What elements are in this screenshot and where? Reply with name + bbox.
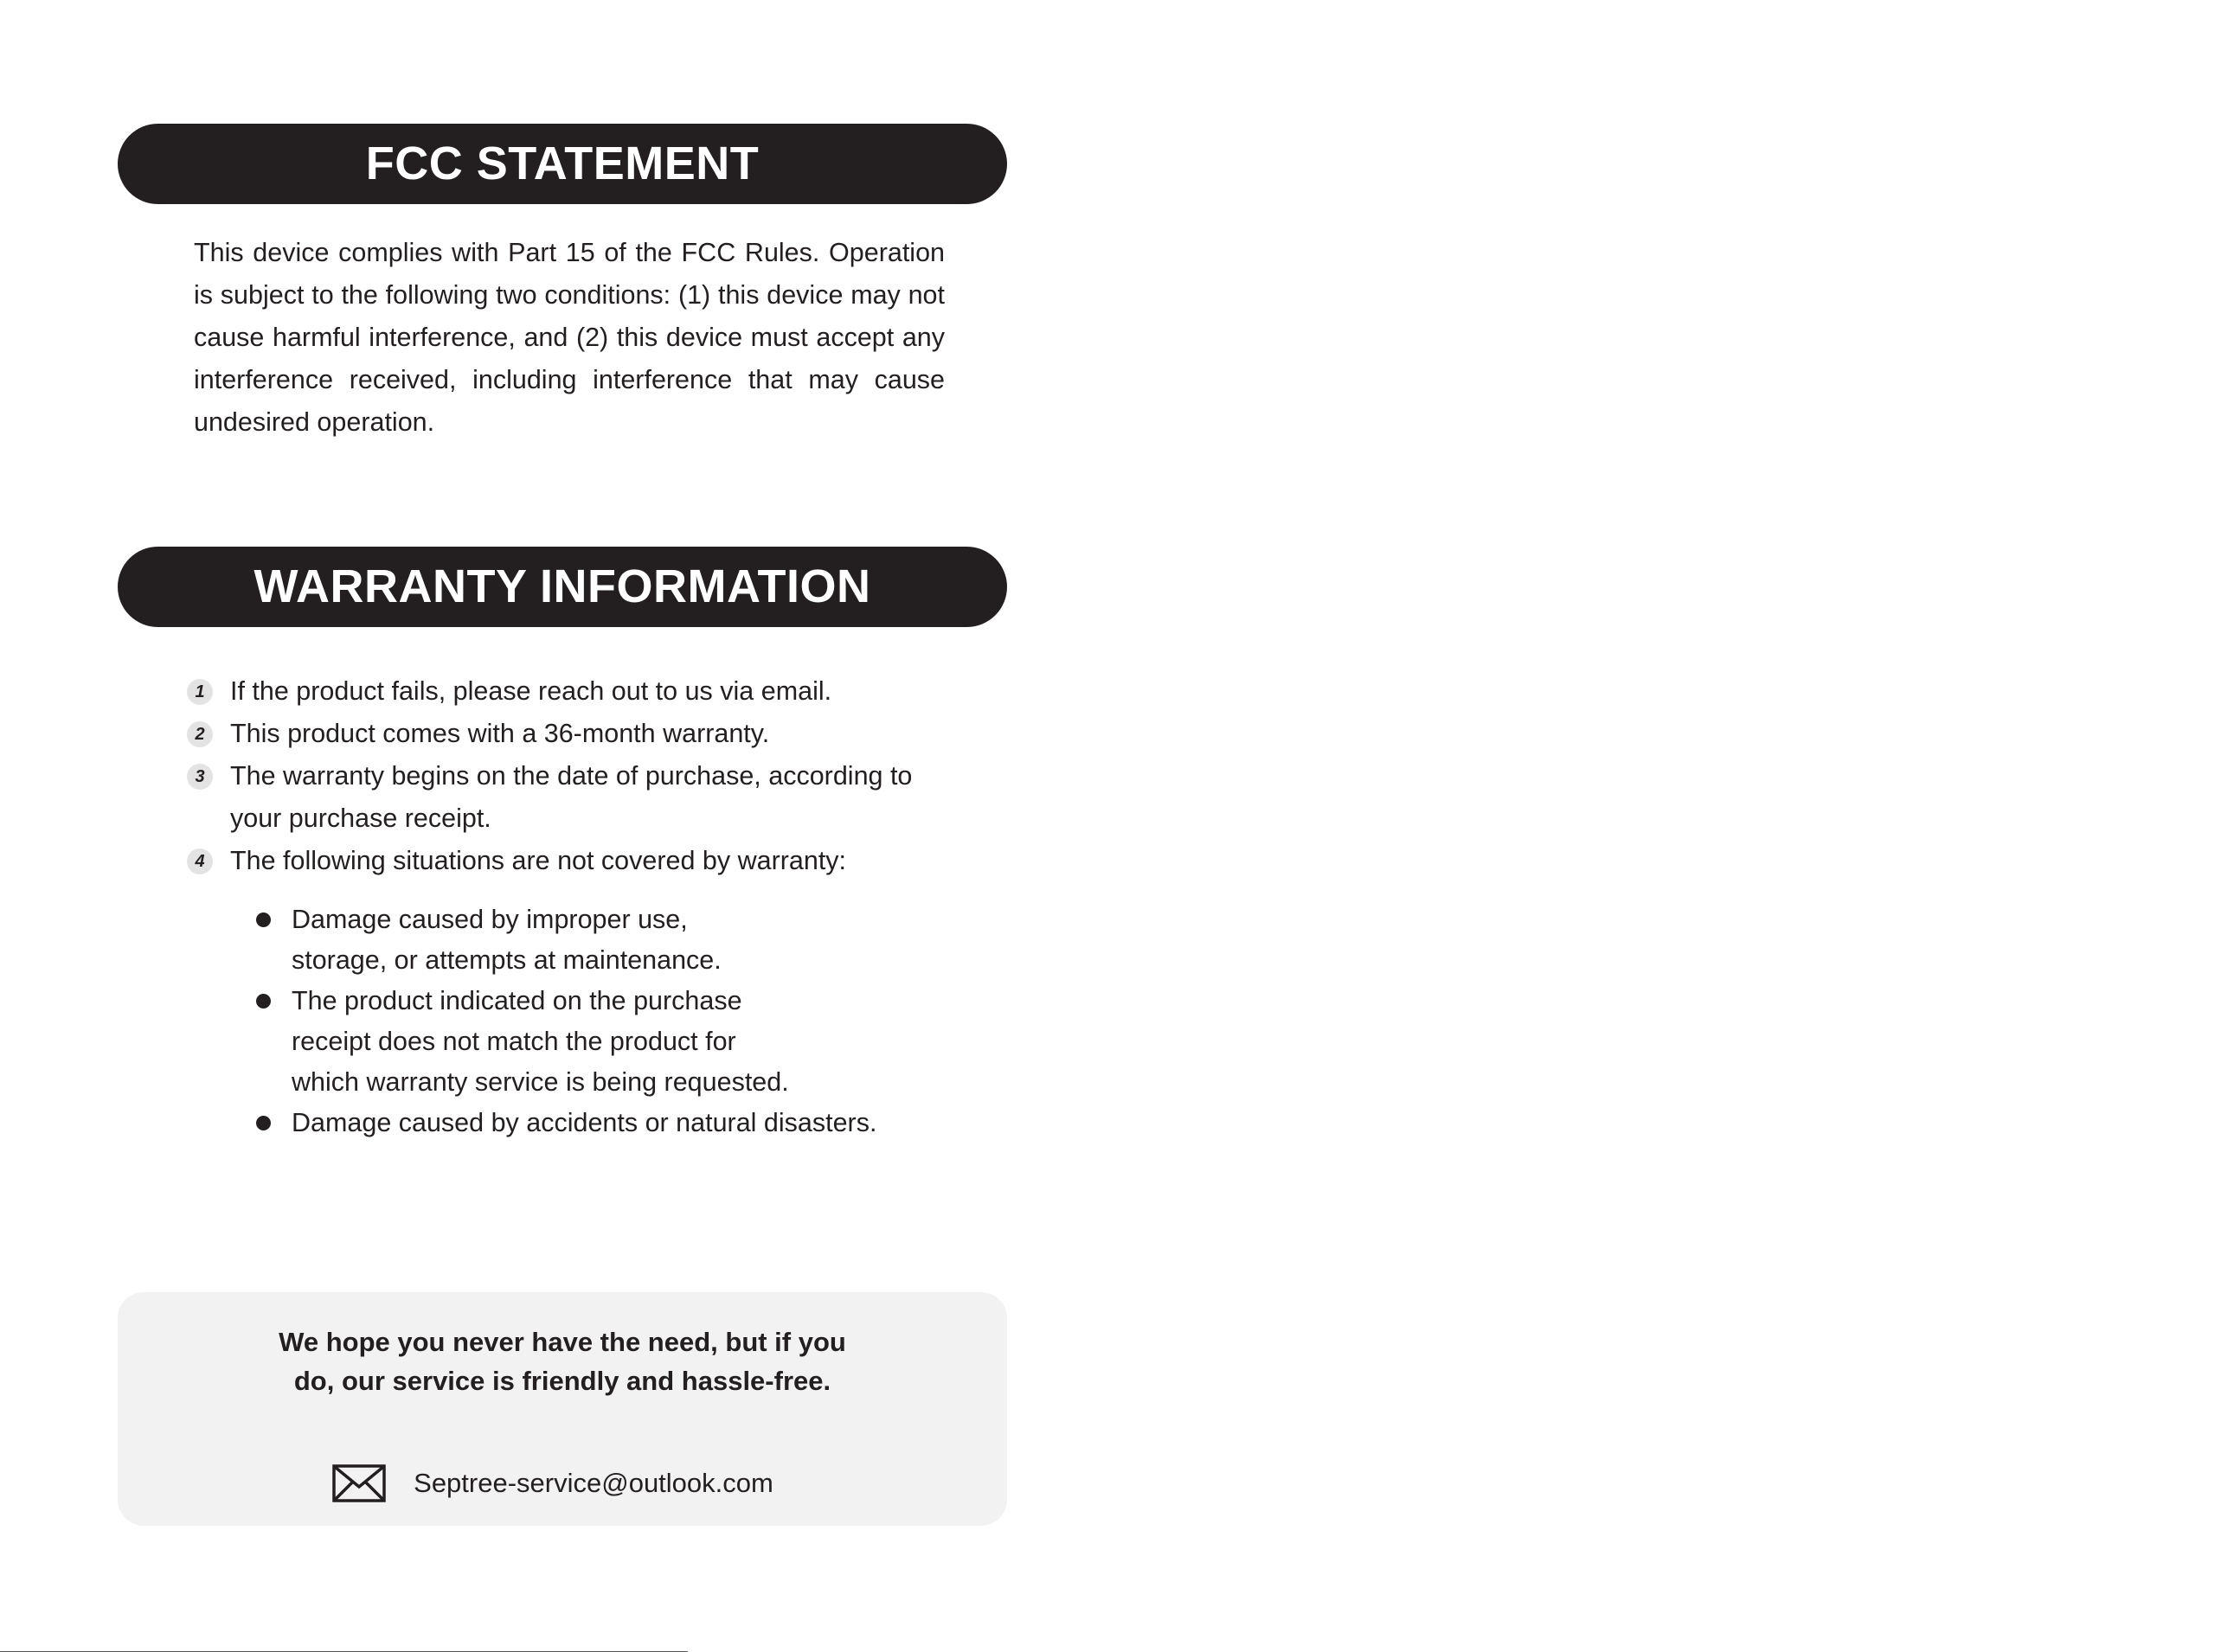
customer-service-box	[118, 1292, 1007, 1526]
warranty-term-text: If the product fails, please reach out to us via email.	[230, 676, 832, 706]
fcc-statement-heading: FCC STATEMENT	[118, 124, 1007, 204]
warranty-term-text: This product comes with a 36-month warranty.	[230, 719, 770, 748]
fcc-statement-text: This device complies with Part 15 of the FCC Rules. Operation is subject to the following two conditions: (1) this device may not cause harmful interference, and (2) this device must accept any interference received, including interference that may cause undesired operation.	[194, 238, 945, 437]
warranty-term-text: The warranty begins on the date of purchase, according to your purchase receipt.	[230, 761, 913, 833]
exclusion-item	[256, 1103, 931, 1143]
bullet-dot-icon	[256, 994, 271, 1008]
bullet-dot-icon	[256, 1116, 271, 1130]
number-badge: 1	[187, 679, 213, 705]
warranty-term	[187, 755, 966, 840]
number-badge: 4	[187, 848, 213, 874]
number-badge: 2	[187, 721, 213, 747]
warranty-term	[187, 713, 966, 755]
warranty-term	[187, 840, 966, 882]
envelope-icon	[332, 1464, 386, 1502]
exclusion-item	[256, 981, 931, 1103]
warranty-exclusions-list	[256, 900, 931, 1143]
warranty-term-text: The following situations are not covered by warranty:	[230, 846, 847, 875]
exclusion-item	[256, 900, 931, 981]
number-badge: 3	[187, 764, 213, 790]
exclusion-text: Damage caused by accidents or natural disasters.	[292, 1108, 877, 1137]
warranty-information-heading: WARRANTY INFORMATION	[118, 547, 1007, 627]
warranty-term	[187, 670, 966, 713]
service-message	[118, 1322, 1007, 1400]
bullet-dot-icon	[256, 912, 271, 927]
service-message-line-1: We hope you never have the need, but if you	[279, 1327, 846, 1357]
warranty-terms-list	[187, 670, 966, 882]
service-message-line-2: do, our service is friendly and hassle-free.	[293, 1366, 831, 1396]
exclusion-text: Damage caused by improper use, storage, or attempts at maintenance.	[292, 905, 722, 975]
exclusion-text: The product indicated on the purchase receipt does not match the product for which warranty service is being requested.	[292, 986, 789, 1097]
service-email[interactable]: Septree-service@outlook.com	[414, 1468, 773, 1498]
service-contact	[118, 1462, 1007, 1505]
